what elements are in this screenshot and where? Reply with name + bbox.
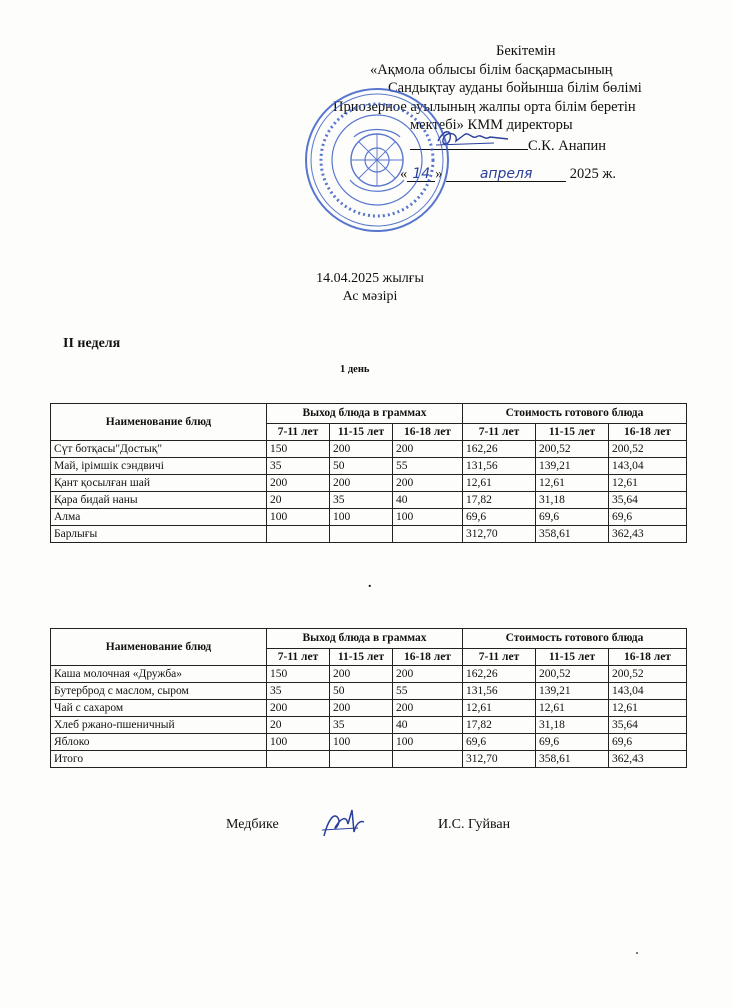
cost-cell: 12,61 — [463, 475, 536, 492]
cost-cell: 69,6 — [609, 734, 687, 751]
portion-grams-cell: 40 — [393, 717, 463, 734]
portion-grams-cell: 55 — [393, 458, 463, 475]
header-output: Выход блюда в граммах — [267, 629, 463, 649]
header-age: 16-18 лет — [609, 649, 687, 666]
header-age: 11-15 лет — [330, 424, 393, 441]
table-body — [51, 666, 687, 768]
menu-date: 14.04.2025 жылғы — [316, 271, 424, 286]
cost-cell: 69,6 — [536, 734, 609, 751]
scan-speck — [636, 952, 638, 954]
week-label: II неделя — [63, 336, 121, 351]
header-output: Выход блюда в граммах — [267, 404, 463, 424]
dish-name-cell: Яблоко — [51, 734, 267, 751]
header-age: 16-18 лет — [393, 424, 463, 441]
cost-cell: 143,04 — [609, 458, 687, 475]
approval-line-4: мектебі» КММ директоры — [410, 117, 573, 133]
portion-grams-cell — [267, 526, 330, 543]
cost-cell: 143,04 — [609, 683, 687, 700]
cost-cell: 358,61 — [536, 751, 609, 768]
portion-grams-cell: 200 — [330, 475, 393, 492]
table-body — [51, 441, 687, 543]
dish-name-cell: Итого — [51, 751, 267, 768]
portion-grams-cell: 55 — [393, 683, 463, 700]
portion-grams-cell: 20 — [267, 717, 330, 734]
dish-name-cell: Бутерброд с маслом, сыром — [51, 683, 267, 700]
table-row — [51, 526, 687, 543]
header-dish: Наименование блюд — [51, 629, 267, 666]
header-age: 16-18 лет — [609, 424, 687, 441]
portion-grams-cell: 200 — [267, 700, 330, 717]
cost-cell: 69,6 — [463, 509, 536, 526]
table-row — [51, 666, 687, 683]
date-day: 14 — [412, 166, 431, 182]
cost-cell: 35,64 — [609, 492, 687, 509]
table-row — [51, 751, 687, 768]
table-row — [51, 458, 687, 475]
cost-cell: 12,61 — [536, 475, 609, 492]
cost-cell: 131,56 — [463, 683, 536, 700]
menu-header — [240, 270, 500, 306]
portion-grams-cell: 35 — [267, 683, 330, 700]
cost-cell: 162,26 — [463, 441, 536, 458]
table-row — [51, 717, 687, 734]
portion-grams-cell: 35 — [330, 492, 393, 509]
portion-grams-cell: 200 — [393, 700, 463, 717]
approval-line-1: «Ақмола облысы білім басқармасының — [370, 61, 613, 78]
portion-grams-cell: 50 — [330, 683, 393, 700]
cost-cell: 69,6 — [536, 509, 609, 526]
portion-grams-cell: 200 — [267, 475, 330, 492]
menu-title: Ас мәзірі — [342, 289, 398, 304]
portion-grams-cell: 100 — [393, 509, 463, 526]
table-row — [51, 683, 687, 700]
dish-name-cell: Май, ірімшік сэндвичі — [51, 458, 267, 475]
cost-cell: 162,26 — [463, 666, 536, 683]
quote-close: » — [435, 166, 443, 182]
director-name: С.К. Анапин — [528, 137, 606, 154]
header-age: 7-11 лет — [463, 424, 536, 441]
cost-cell: 312,70 — [463, 526, 536, 543]
portion-grams-cell: 100 — [267, 734, 330, 751]
menu-table-kz — [50, 403, 687, 543]
header-age: 11-15 лет — [330, 649, 393, 666]
header-age: 7-11 лет — [267, 649, 330, 666]
dish-name-cell: Чай с сахаром — [51, 700, 267, 717]
cost-cell: 31,18 — [536, 492, 609, 509]
header-cost: Стоимость готового блюда — [463, 404, 687, 424]
portion-grams-cell — [393, 751, 463, 768]
dish-name-cell: Сүт ботқасы"Достық" — [51, 441, 267, 458]
cost-cell: 139,21 — [536, 683, 609, 700]
dish-name-cell: Алма — [51, 509, 267, 526]
cost-cell: 312,70 — [463, 751, 536, 768]
cost-cell: 358,61 — [536, 526, 609, 543]
cost-cell: 362,43 — [609, 526, 687, 543]
portion-grams-cell: 20 — [267, 492, 330, 509]
cost-cell: 12,61 — [609, 700, 687, 717]
header-age: 11-15 лет — [536, 424, 609, 441]
nurse-role: Медбике — [226, 817, 279, 832]
cost-cell: 200,52 — [609, 666, 687, 683]
dish-name-cell: Хлеб ржано-пшеничный — [51, 717, 267, 734]
quote-open: « — [400, 166, 408, 182]
portion-grams-cell: 35 — [267, 458, 330, 475]
portion-grams-cell: 200 — [330, 700, 393, 717]
table-row — [51, 475, 687, 492]
cost-cell: 69,6 — [609, 509, 687, 526]
cost-cell: 139,21 — [536, 458, 609, 475]
header-age: 7-11 лет — [267, 424, 330, 441]
cost-cell: 12,61 — [463, 700, 536, 717]
cost-cell: 200,52 — [536, 441, 609, 458]
table-row — [51, 492, 687, 509]
header-age: 7-11 лет — [463, 649, 536, 666]
portion-grams-cell: 150 — [267, 666, 330, 683]
portion-grams-cell: 35 — [330, 717, 393, 734]
date-month: апреля — [479, 166, 533, 182]
portion-grams-cell: 100 — [330, 734, 393, 751]
table-row — [51, 509, 687, 526]
approval-line-2: Сандықтау ауданы бойынша білім бөлімі — [388, 80, 642, 96]
dish-name-cell: Каша молочная «Дружба» — [51, 666, 267, 683]
cost-cell: 200,52 — [609, 441, 687, 458]
header-dish: Наименование блюд — [51, 404, 267, 441]
portion-grams-cell: 200 — [393, 666, 463, 683]
portion-grams-cell: 200 — [330, 441, 393, 458]
portion-grams-cell: 200 — [393, 475, 463, 492]
portion-grams-cell — [393, 526, 463, 543]
dish-name-cell: Қант қосылған шай — [51, 475, 267, 492]
header-cost: Стоимость готового блюда — [463, 629, 687, 649]
portion-grams-cell: 40 — [393, 492, 463, 509]
nurse-signature — [318, 806, 370, 842]
official-stamp — [302, 85, 452, 235]
table-row — [51, 734, 687, 751]
day-label: 1 день — [340, 364, 370, 375]
cost-cell: 17,82 — [463, 717, 536, 734]
cost-cell: 69,6 — [463, 734, 536, 751]
approval-line-3: Приозерное ауылының жалпы орта білім беретін — [333, 98, 636, 115]
header-age: 11-15 лет — [536, 649, 609, 666]
approval-title: Бекітемін — [496, 43, 556, 59]
date-year: 2025 ж. — [569, 166, 617, 182]
cost-cell: 131,56 — [463, 458, 536, 475]
separator-dot: . — [368, 576, 372, 591]
header-age: 16-18 лет — [393, 649, 463, 666]
portion-grams-cell — [267, 751, 330, 768]
portion-grams-cell: 100 — [267, 509, 330, 526]
cost-cell: 31,18 — [536, 717, 609, 734]
cost-cell: 362,43 — [609, 751, 687, 768]
menu-table-ru — [50, 628, 687, 768]
portion-grams-cell: 150 — [267, 441, 330, 458]
table-row — [51, 441, 687, 458]
portion-grams-cell: 100 — [393, 734, 463, 751]
cost-cell: 12,61 — [536, 700, 609, 717]
portion-grams-cell — [330, 526, 393, 543]
table-row — [51, 700, 687, 717]
portion-grams-cell: 50 — [330, 458, 393, 475]
date-month-field — [446, 165, 566, 182]
portion-grams-cell: 100 — [330, 509, 393, 526]
portion-grams-cell: 200 — [330, 666, 393, 683]
cost-cell: 12,61 — [609, 475, 687, 492]
cost-cell: 17,82 — [463, 492, 536, 509]
cost-cell: 35,64 — [609, 717, 687, 734]
dish-name-cell: Барлығы — [51, 526, 267, 543]
portion-grams-cell: 200 — [393, 441, 463, 458]
nurse-name: И.С. Гуйван — [438, 817, 511, 832]
portion-grams-cell — [330, 751, 393, 768]
cost-cell: 200,52 — [536, 666, 609, 683]
dish-name-cell: Қара бидай наны — [51, 492, 267, 509]
